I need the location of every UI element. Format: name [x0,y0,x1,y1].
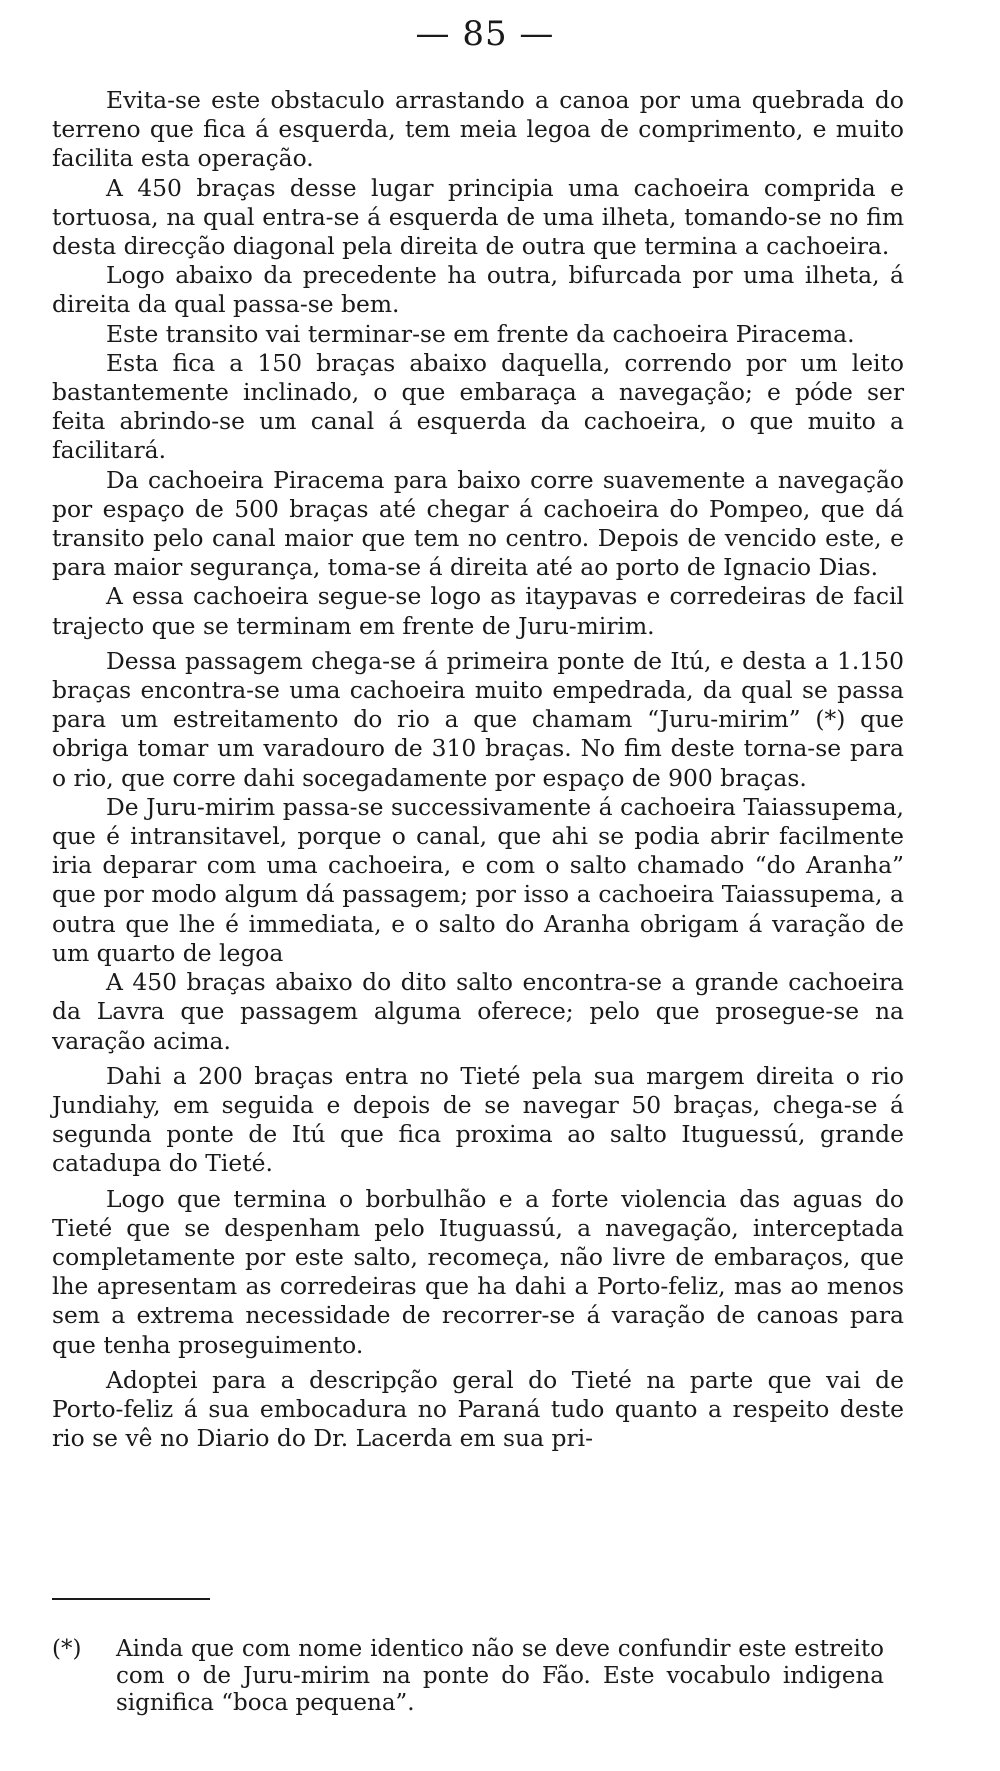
paragraph: Adoptei para a descripção geral do Tieté na parte que vai de Porto-feliz á sua embocadura no Paraná tudo quanto a respeito deste rio se vê no Diario do Dr. Lacerda em sua pri- [52,1365,904,1453]
footnote-text: Ainda que com nome identico não se deve confundir este estreito com o de Juru-mirim na ponte do Fão. Este vocabulo indigena significa “boca pequena”. [116,1636,884,1716]
paragraph: A 450 braças abaixo do dito salto encontra-se a grande cachoeira da Lavra que passagem alguma oferece; pelo que prosegue-se na varação acima. [52,968,904,1055]
paragraph: De Juru-mirim passa-se successivamente á cachoeira Taiassupema, que é intransitavel, porque o canal, que ahi se podia abrir facilmente iria deparar com uma cachoeira, e com o salto chamado “do Aranha” que por modo algum dá passagem; por isso a cachoeira Taiassupema, a outra que lhe é immediata, e o salto do Aranha obrigam á varação de um quarto de legoa [52,792,904,967]
page-number: — 85 — [415,14,555,54]
main-text [52,86,904,1453]
footnote [52,1636,904,1717]
footnote-divider [52,1598,210,1600]
paragraph: Logo abaixo da precedente ha outra, bifurcada por uma ilheta, á direita da qual passa-se bem. [52,261,904,319]
paragraph: Dessa passagem chega-se á primeira ponte de Itú, e desta a 1.150 braças encontra-se uma cachoeira muito empedrada, da qual se passa para um estreitamento do rio a que chamam “Juru-mirim” (*) que obriga tomar um varadouro de 310 braças. No fim deste torna-se para o rio, que corre dahi socegadamente por espaço de 900 braças. [52,646,904,792]
paragraph: A essa cachoeira segue-se logo as itaypavas e corredeiras de facil trajecto que se terminam em frente de Juru-mirim. [52,582,904,640]
paragraph: Da cachoeira Piracema para baixo corre suavemente a navegação por espaço de 500 braças até chegar á cachoeira do Pompeo, que dá transito pelo canal maior que tem no centro. Depois de vencido este, e para maior segurança, toma-se á direita até ao porto de Ignacio Dias. [52,465,904,582]
footnote-mark: (*) [52,1636,82,1662]
paragraph: Evita-se este obstaculo arrastando a canoa por uma quebrada do terreno que fica á esquerda, tem meia legoa de comprimento, e muito facilita esta operação. [52,86,904,173]
paragraph: Este transito vai terminar-se em frente da cachoeira Piracema. [106,319,855,348]
paragraph: Logo que termina o borbulhão e a forte violencia das aguas do Tieté que se despenham pelo Ituguassú, a navegação, interceptada completamente por este salto, recomeça, não livre de embaraços, que lhe apresentam as corredeiras que ha dahi a Porto-feliz, mas ao menos sem a extrema necessidade de recorrer-se á varação de canoas para que tenha proseguimento. [52,1184,904,1359]
paragraph: Dahi a 200 braças entra no Tieté pela sua margem direita o rio Jundiahy, em seguida e depois de se navegar 50 braças, chega-se á segunda ponte de Itú que fica proxima ao salto Ituguessú, grande catadupa do Tieté. [52,1061,904,1178]
paragraph: A 450 braças desse lugar principia uma cachoeira comprida e tortuosa, na qual entra-se á esquerda de uma ilheta, tomando-se no fim desta direcção diagonal pela direita de outra que termina a cachoeira. [52,173,904,261]
paragraph: Esta fica a 150 braças abaixo daquella, correndo por um leito bastantemente inclinado, o que embaraça a navegação; e póde ser feita abrindo-se um canal á esquerda da cachoeira, o que muito a facilitará. [52,348,904,465]
